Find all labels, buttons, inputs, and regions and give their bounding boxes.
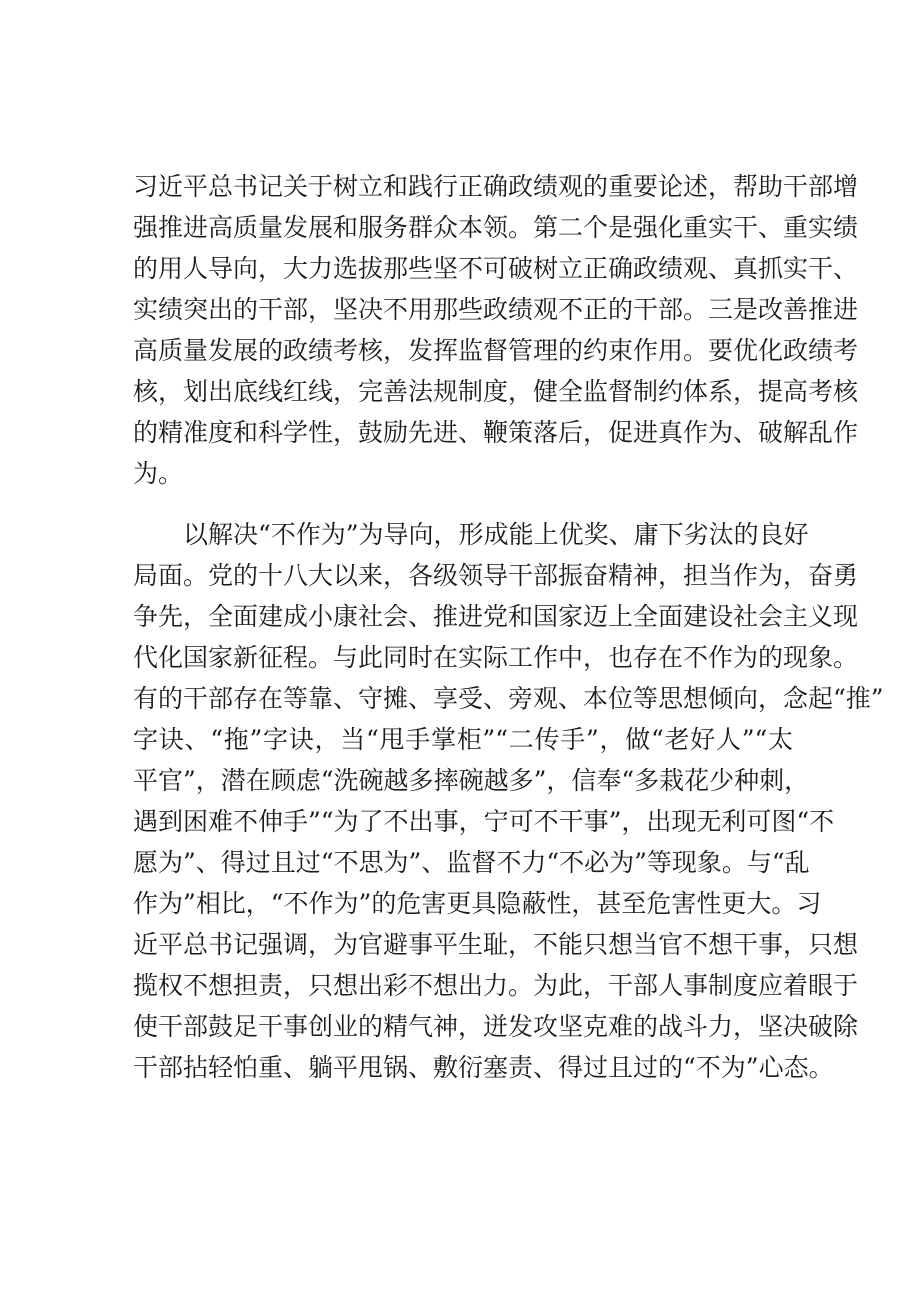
paragraph-1 bbox=[133, 166, 859, 494]
paragraph-line: 局面。党的十八大以来，各级领导干部振奋精神，担当作为，奋勇 bbox=[133, 561, 859, 590]
paragraph-line: 核，划出底线红线，完善法规制度，健全监督制约体系，提高考核 bbox=[133, 377, 859, 406]
paragraph-line: 愿为”、得过且过“不思为”、监督不力“不必为”等现象。与“乱 bbox=[133, 848, 810, 877]
paragraph-line: 的精准度和科学性，鼓励先进、鞭策落后，促进真作为、破解乱作 bbox=[133, 418, 859, 447]
paragraph-line: 强推进高质量发展和服务群众本领。第二个是强化重实干、重实绩 bbox=[133, 213, 859, 242]
paragraph-line: 使干部鼓足干事创业的精气神，迸发攻坚克难的战斗力，坚决破除 bbox=[133, 1012, 859, 1041]
paragraph-line: 近平总书记强调，为官避事平生耻，不能只想当官不想干事，只想 bbox=[133, 930, 859, 959]
paragraph-line: 揽权不想担责，只想出彩不想出力。为此，干部人事制度应着眼于 bbox=[133, 971, 859, 1000]
paragraph-2 bbox=[133, 514, 884, 1088]
paragraph-line: 干部拈轻怕重、躺平甩锅、敷衍塞责、得过且过的“不为”心态。 bbox=[133, 1053, 834, 1082]
paragraph-line: 习近平总书记关于树立和践行正确政绩观的重要论述，帮助干部增 bbox=[133, 172, 859, 201]
paragraph-line: 高质量发展的政绩考核，发挥监督管理的约束作用。要优化政绩考 bbox=[133, 336, 859, 365]
paragraph-spacer bbox=[133, 494, 793, 514]
paragraph-line: 有的干部存在等靠、守摊、享受、旁观、本位等思想倾向，念起“推” bbox=[133, 684, 884, 713]
paragraph-line: 的用人导向，大力选拔那些坚不可破树立正确政绩观、真抓实干、 bbox=[133, 254, 859, 283]
paragraph-line: 以解决“不作为”为导向，形成能上优奖、庸下劣汰的良好 bbox=[183, 520, 809, 549]
paragraph-line: 作为”相比，“不作为”的危害更具隐蔽性，甚至危害性更大。习 bbox=[133, 889, 822, 918]
document-body bbox=[133, 166, 884, 1088]
paragraph-line: 字诀、“拖”字诀，当“甩手掌柜”“二传手”，做“老好人”“太 bbox=[133, 725, 793, 754]
paragraph-line: 为。 bbox=[133, 459, 184, 488]
paragraph-line: 实绩突出的干部，坚决不用那些政绩观不正的干部。三是改善推进 bbox=[133, 295, 859, 324]
paragraph-line: 代化国家新征程。与此同时在实际工作中，也存在不作为的现象。 bbox=[133, 643, 859, 672]
paragraph-line: 遇到困难不伸手”“为了不出事，宁可不干事”，出现无利可图“不 bbox=[133, 807, 835, 836]
paragraph-line: 平官”，潜在顾虑“洗碗越多摔碗越多”，信奉“多栽花少种刺， bbox=[133, 766, 810, 795]
paragraph-line: 争先，全面建成小康社会、推进党和国家迈上全面建设社会主义现 bbox=[133, 602, 859, 631]
